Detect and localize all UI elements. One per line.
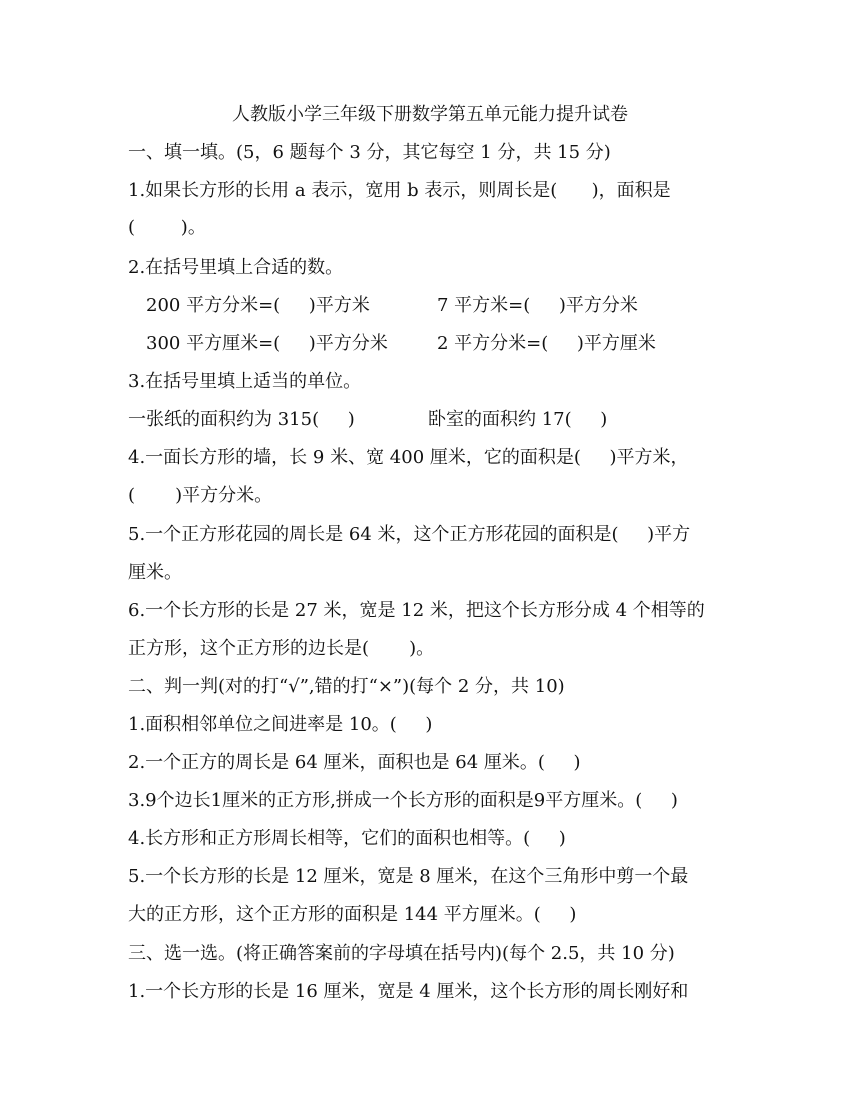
page-title: 人教版小学三年级下册数学第五单元能力提升试卷 [232, 104, 628, 125]
question-1-2-row-1-left: 200 平方分米=( )平方米 [146, 295, 370, 316]
question-1-6-line-1: 6.一个长方形的长是 27 米，宽是 12 米，把这个长方形分成 4 个相等的 [128, 600, 705, 621]
question-1-2-row-2-left: 300 平方厘米=( )平方分米 [146, 333, 388, 354]
question-1-1-line-2: ( )。 [128, 217, 206, 238]
question-1-3-stem: 3.在括号里填上适当的单位。 [128, 371, 362, 392]
question-1-3-left: 一张纸的面积约为 315( ) [128, 409, 355, 430]
question-1-2-row-2-right: 2 平方分米=( )平方厘米 [437, 333, 656, 354]
question-1-2-stem: 2.在括号里填上合适的数。 [128, 257, 344, 278]
question-3-1-line-1: 1.一个长方形的长是 16 厘米，宽是 4 厘米，这个长方形的周长刚好和 [128, 981, 689, 1002]
section-2-heading: 二、判一判(对的打“√”,错的打“×”)(每个 2 分，共 10) [128, 676, 565, 697]
question-1-1-line-1: 1.如果长方形的长用 a 表示，宽用 b 表示，则周长是( )，面积是 [128, 180, 671, 201]
question-1-3-right: 卧室的面积约 17( ) [428, 409, 608, 430]
question-2-5-line-2: 大的正方形，这个正方形的面积是 144 平方厘米。( ) [128, 904, 577, 925]
question-1-2-row-1-right: 7 平方米=( )平方分米 [437, 295, 638, 316]
question-1-5-line-2: 厘米。 [128, 562, 182, 583]
question-1-5-line-1: 5.一个正方形花园的周长是 64 米，这个正方形花园的面积是( )平方 [128, 524, 691, 545]
question-1-6-line-2: 正方形，这个正方形的边长是( )。 [128, 638, 435, 659]
question-1-4-line-1: 4.一面长方形的墙，长 9 米、宽 400 厘米，它的面积是( )平方米， [128, 447, 689, 468]
section-1-heading: 一、填一填。(5，6 题每个 3 分，其它每空 1 分，共 15 分) [128, 142, 611, 163]
question-2-5-line-1: 5.一个长方形的长是 12 厘米，宽是 8 厘米，在这个三角形中剪一个最 [128, 866, 689, 887]
section-3-heading: 三、选一选。(将正确答案前的字母填在括号内)(每个 2.5，共 10 分) [128, 943, 675, 964]
question-2-2: 2.一个正方的周长是 64 厘米，面积也是 64 厘米。( ) [128, 752, 581, 773]
question-2-4: 4.长方形和正方形周长相等，它们的面积也相等。( ) [128, 828, 566, 849]
question-2-3: 3.9个边长1厘米的正方形,拼成一个长方形的面积是9平方厘米。( ) [128, 790, 678, 811]
question-2-1: 1.面积相邻单位之间进率是 10。( ) [128, 714, 433, 735]
question-1-4-line-2: ( )平方分米。 [128, 485, 273, 506]
